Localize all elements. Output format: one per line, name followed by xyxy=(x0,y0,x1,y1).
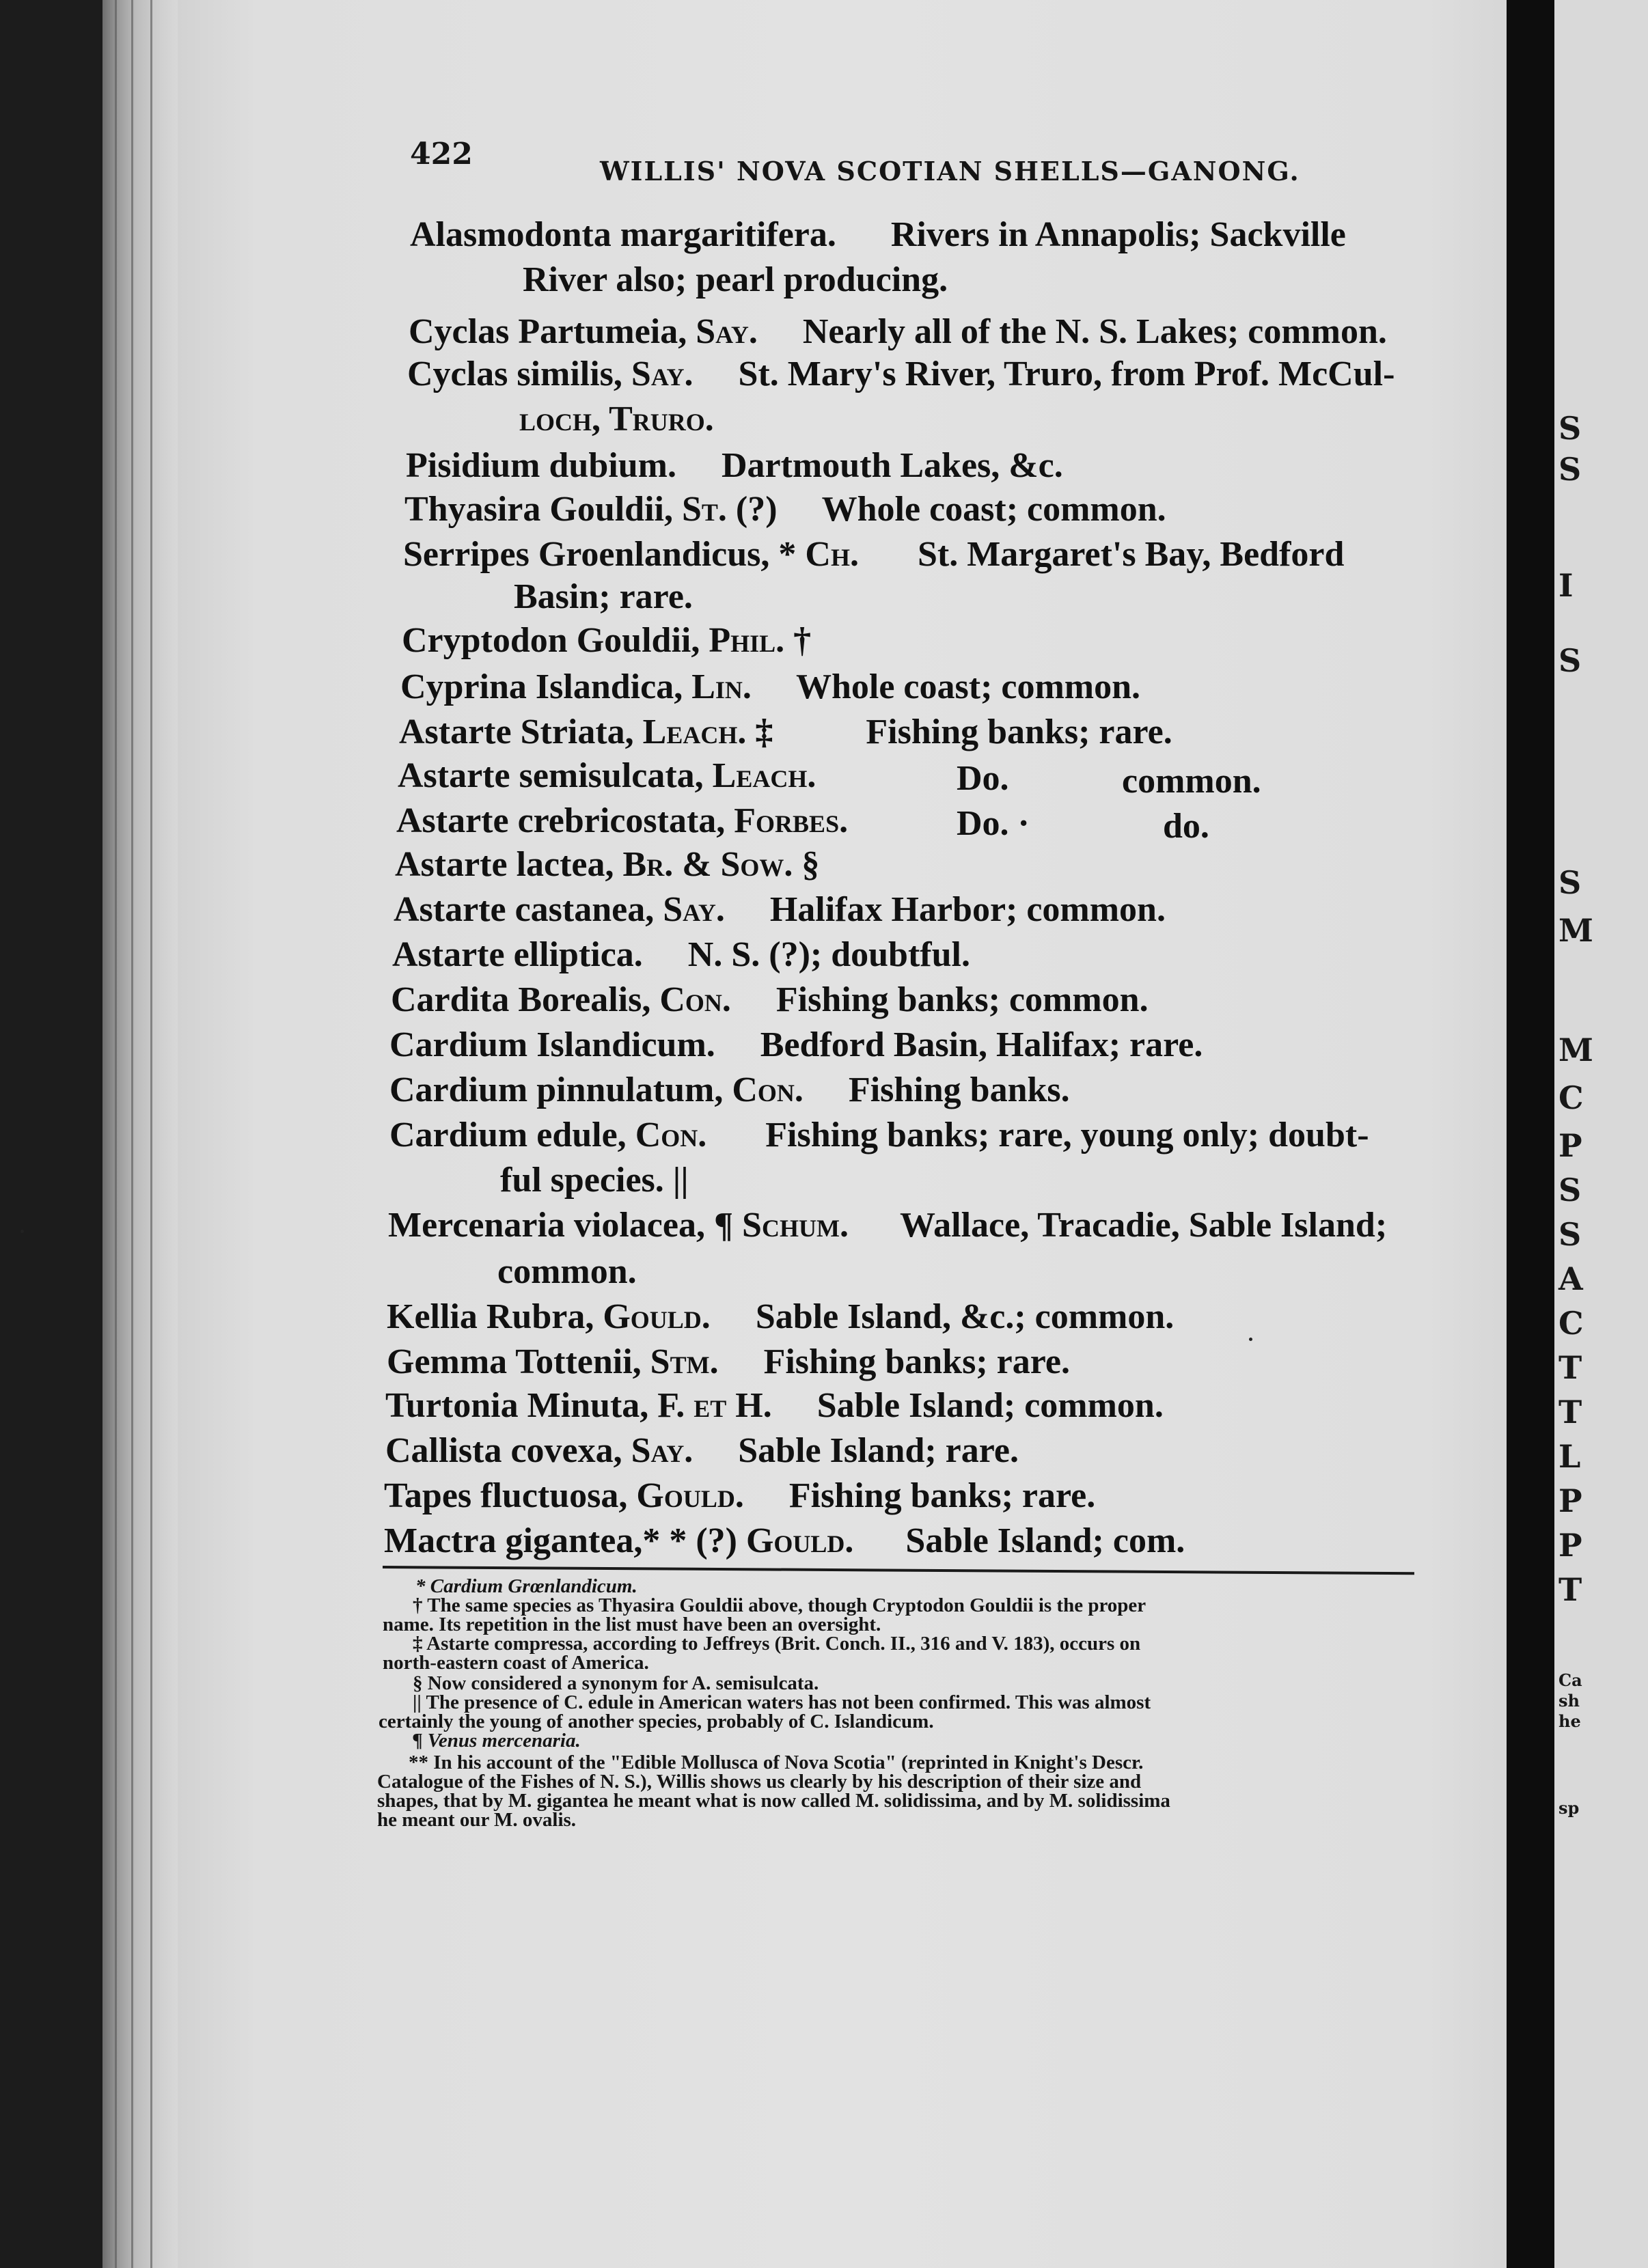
entry-line xyxy=(396,803,848,839)
entry-line xyxy=(409,314,1387,350)
next-page-fragment: L xyxy=(1558,1438,1581,1475)
species-name: Gemma Tottenii, xyxy=(387,1342,642,1381)
next-page-fragment: M xyxy=(1558,912,1593,949)
species-name: Pisidium dubium. xyxy=(406,446,676,485)
entry-continuation: loch, Truro. xyxy=(519,400,714,439)
left-scan-border xyxy=(0,0,102,2268)
footnote: ‡ Astarte compressa, according to Jeffreys (Brit. Conch. II., 316 and V. 183), occurs on xyxy=(413,1633,1141,1655)
locality-note: Fishing banks; rare, young only; doubt- xyxy=(765,1116,1369,1154)
ditto-note: Do. xyxy=(957,759,1009,798)
authority: Ch. xyxy=(805,535,859,574)
entry-line xyxy=(384,1523,1185,1559)
next-page-fragment: Ca xyxy=(1558,1670,1582,1690)
footnote: ¶ Venus mercenaria. xyxy=(413,1730,581,1752)
locality-note: St. Mary's River, Truro, from Prof. McCul- xyxy=(738,355,1395,393)
authority: Say. xyxy=(696,312,758,351)
locality-note: Fishing banks; common. xyxy=(775,980,1149,1019)
locality-note: Wallace, Tracadie, Sable Island; xyxy=(900,1206,1388,1245)
authority: Lin. xyxy=(691,667,752,706)
book-binding-edge xyxy=(102,0,178,2268)
entry-line xyxy=(391,982,1149,1018)
footnote: north-eastern coast of America. xyxy=(383,1652,649,1674)
next-page-fragment: S xyxy=(1558,864,1582,901)
authority: Gould. xyxy=(603,1297,711,1336)
next-page-fragment: C xyxy=(1558,1079,1584,1116)
running-title: WILLIS' NOVA SCOTIAN SHELLS—GANONG. xyxy=(600,156,1300,186)
entry-line xyxy=(389,1070,1070,1109)
entry-line xyxy=(402,623,811,659)
ditto-note: Do. · xyxy=(957,804,1030,843)
species-name: Cryptodon Gouldii, xyxy=(402,621,700,660)
entry-line xyxy=(387,1299,1174,1335)
entry-line xyxy=(406,448,1063,484)
binding-line xyxy=(131,0,133,2268)
species-name: Mercenaria violacea, ¶ xyxy=(388,1206,734,1245)
status-note: do. xyxy=(1163,807,1209,846)
entry-line xyxy=(403,537,1344,572)
species-name: Thyasira Gouldii, xyxy=(404,490,673,529)
species-name: Callista covexa, xyxy=(385,1431,622,1470)
next-page-fragment: S xyxy=(1558,1172,1582,1208)
page-gutter xyxy=(1507,0,1554,2268)
next-page-fragment: sp xyxy=(1558,1798,1580,1818)
locality-note: Fishing banks. xyxy=(848,1070,1070,1109)
next-page-fragment: S xyxy=(1558,410,1582,447)
species-name: Cyclas similis, xyxy=(407,355,622,393)
authority: St. (?) xyxy=(682,490,778,529)
authority: Phil. † xyxy=(709,621,812,660)
next-page-fragment: P xyxy=(1558,1482,1582,1519)
entry-line xyxy=(385,1388,1164,1424)
next-page-fragment: T xyxy=(1558,1349,1582,1386)
authority: Say. xyxy=(631,355,693,393)
locality-note: Whole coast; common. xyxy=(821,490,1166,529)
species-name: Mactra gigantea,* * (?) xyxy=(384,1521,737,1560)
footnote: * Cardium Grœnlandicum. xyxy=(415,1575,637,1597)
entry-line xyxy=(404,492,1166,527)
entry-line xyxy=(399,715,1172,750)
locality-note: Whole coast; common. xyxy=(795,667,1141,706)
locality-note: Dartmouth Lakes, &c. xyxy=(721,446,1063,485)
species-name: Cyclas Partumeia, xyxy=(409,312,687,351)
locality-note: Sable Island; rare. xyxy=(738,1431,1019,1470)
next-page-fragment: T xyxy=(1558,1394,1582,1430)
locality-note: Fishing banks; rare. xyxy=(866,713,1172,751)
entry-line xyxy=(388,1208,1387,1243)
entry-line xyxy=(410,217,1346,253)
footnote: Catalogue of the Fishes of N. S.), Willis shows us clearly by his description of their size and xyxy=(377,1771,1142,1793)
page-number: 422 xyxy=(410,137,473,171)
next-page-fragment: he xyxy=(1558,1711,1581,1731)
species-name: Astarte crebricostata, xyxy=(396,801,726,840)
species-name: Astarte Striata, xyxy=(399,713,634,751)
locality-note: Nearly all of the N. S. Lakes; common. xyxy=(802,312,1387,351)
species-name: Cyprina Islandica, xyxy=(400,667,683,706)
next-page-fragment: S xyxy=(1558,1216,1582,1253)
species-name: Astarte lactea, xyxy=(395,845,614,884)
footnote: ** In his account of the "Edible Mollusca of Nova Scotia" (reprinted in Knight's Descr. xyxy=(409,1752,1144,1773)
entry-line xyxy=(389,1118,1369,1153)
locality-note: St. Margaret's Bay, Bedford xyxy=(917,535,1345,574)
locality-note: Sable Island, &c.; common. xyxy=(755,1297,1175,1336)
entry-continuation: River also; pearl producing. xyxy=(523,260,948,299)
locality-note: Halifax Harbor; common. xyxy=(769,890,1166,929)
adjacent-page-edge xyxy=(1554,0,1648,2268)
species-name: Kellia Rubra, xyxy=(387,1297,594,1336)
locality-note: Sable Island; com. xyxy=(905,1521,1185,1560)
next-page-fragment: A xyxy=(1558,1260,1583,1297)
locality-note: N. S. (?); doubtful. xyxy=(687,935,970,974)
entry-line xyxy=(400,669,1140,705)
entry-line xyxy=(392,937,970,973)
species-name: Serripes Groenlandicus, * xyxy=(403,535,797,574)
next-page-fragment: C xyxy=(1558,1305,1584,1342)
footnote: § Now considered a synonym for A. semisulcata. xyxy=(413,1672,819,1694)
next-page-fragment: M xyxy=(1558,1032,1593,1068)
binding-line xyxy=(115,0,117,2268)
species-name: Cardium Islandicum. xyxy=(389,1025,715,1064)
authority: Br. & Sow. § xyxy=(622,845,820,884)
next-page-fragment: sh xyxy=(1558,1691,1580,1711)
entry-line xyxy=(407,357,1395,392)
scan-speck xyxy=(1249,1338,1252,1341)
footnote: he meant our M. ovalis. xyxy=(377,1809,577,1831)
next-page-fragment: S xyxy=(1558,642,1582,679)
binding-line xyxy=(150,0,152,2268)
species-name: Astarte elliptica. xyxy=(392,935,643,974)
next-page-fragment: T xyxy=(1558,1571,1582,1608)
next-page-fragment: P xyxy=(1558,1127,1582,1164)
entry-line xyxy=(394,892,1166,928)
authority: Gould. xyxy=(636,1476,744,1515)
next-page-fragment: S xyxy=(1558,451,1582,488)
species-name: Tapes fluctuosa, xyxy=(384,1476,628,1515)
species-name: Cardium pinnulatum, xyxy=(389,1070,724,1109)
next-page-fragment: P xyxy=(1558,1527,1582,1564)
footnote: shapes, that by M. gigantea he meant what is now called M. solidissima, and by M. solidissima xyxy=(377,1790,1170,1812)
authority: Forbes. xyxy=(734,801,849,840)
entry-continuation: common. xyxy=(497,1252,637,1291)
species-name: Turtonia Minuta, xyxy=(385,1386,649,1425)
authority: Say. xyxy=(631,1431,693,1470)
authority: Gould. xyxy=(745,1521,854,1560)
entry-continuation: Basin; rare. xyxy=(514,577,693,616)
locality-note: Sable Island; common. xyxy=(816,1386,1164,1425)
authority: Stm. xyxy=(650,1342,719,1381)
entry-line xyxy=(384,1478,1095,1514)
authority: F. et H. xyxy=(657,1386,772,1425)
authority: Con. xyxy=(659,980,731,1019)
entry-line xyxy=(395,847,819,883)
entry-line xyxy=(398,758,816,794)
authority: Con. xyxy=(635,1116,707,1154)
entry-line xyxy=(387,1344,1070,1380)
authority: Leach. xyxy=(712,756,816,795)
authority: Con. xyxy=(732,1070,804,1109)
species-name: Astarte semisulcata, xyxy=(398,756,704,795)
entry-line xyxy=(385,1433,1019,1469)
locality-note: Rivers in Annapolis; Sackville xyxy=(890,215,1346,254)
locality-note: Fishing banks; rare. xyxy=(763,1342,1070,1381)
locality-note: Fishing banks; rare. xyxy=(788,1476,1096,1515)
authority: Say. xyxy=(663,890,725,929)
footnote: † The same species as Thyasira Gouldii above, though Cryptodon Gouldii is the proper xyxy=(413,1594,1146,1616)
status-note: common. xyxy=(1122,762,1261,801)
footnote: name. Its repetition in the list must have been an oversight. xyxy=(383,1614,881,1635)
species-name: Astarte castanea, xyxy=(394,890,655,929)
species-name: Alasmodonta margaritifera. xyxy=(410,215,836,254)
species-name: Cardium edule, xyxy=(389,1116,627,1154)
scan-speck xyxy=(20,1230,24,1233)
authority: Schum. xyxy=(742,1206,849,1245)
entry-line xyxy=(389,1027,1203,1063)
next-page-fragment: I xyxy=(1558,567,1574,604)
species-name: Cardita Borealis, xyxy=(391,980,651,1019)
entry-continuation: ful species. || xyxy=(500,1161,689,1200)
footnote: certainly the young of another species, probably of C. Islandicum. xyxy=(379,1711,934,1732)
authority: Leach. ‡ xyxy=(642,713,773,751)
footnote: || The presence of C. edule in American waters has not been confirmed. This was almost xyxy=(413,1691,1151,1713)
locality-note: Bedford Basin, Halifax; rare. xyxy=(760,1025,1203,1064)
